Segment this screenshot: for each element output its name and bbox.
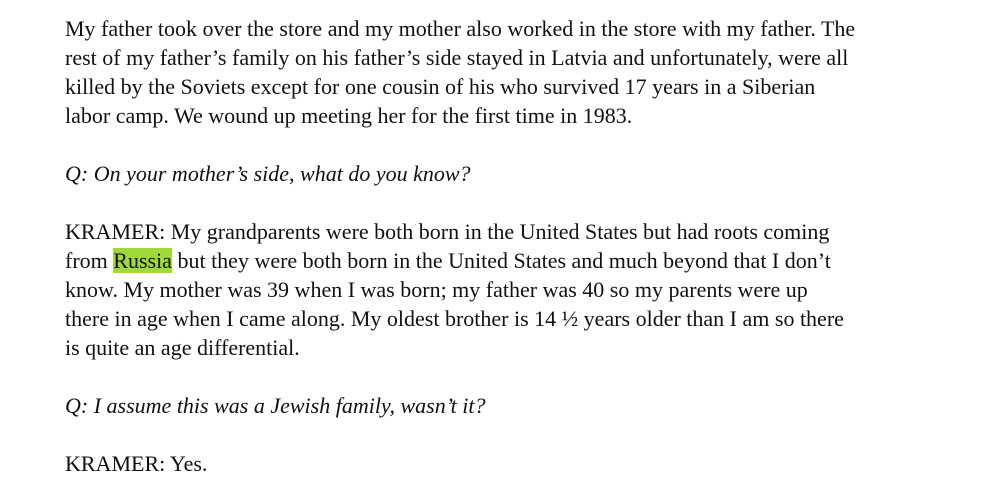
question-jewish-family (65, 391, 960, 420)
text-line (65, 246, 960, 275)
text-segment: from (65, 248, 114, 273)
answer-yes (65, 449, 960, 478)
text-line: My father took over the store and my mother also worked in the store with my father. The (65, 16, 856, 41)
answer-grandparents (65, 217, 960, 362)
text-line: know. My mother was 39 when I was born; my father was 40 so my parents were up (65, 277, 808, 302)
answer-text: KRAMER: Yes. (65, 451, 208, 476)
question-text: Q: I assume this was a Jewish family, wasn’t it? (65, 393, 486, 418)
question-text: Q: On your mother’s side, what do you know? (65, 161, 471, 186)
text-line: killed by the Soviets except for one cousin of his who survived 17 years in a Siberian (65, 74, 816, 99)
text-line: KRAMER: My grandparents were both born in the United States but had roots coming (65, 219, 830, 244)
highlighted-word-russia[interactable]: Russia (113, 248, 172, 273)
text-line: there in age when I came along. My oldest brother is 14 ½ years older than I am so there (65, 306, 844, 331)
text-line: is quite an age differential. (65, 335, 300, 360)
question-mothers-side (65, 159, 960, 188)
text-segment: but they were both born in the United States and much beyond that I don’t (171, 248, 831, 273)
text-line: rest of my father’s family on his father’s side stayed in Latvia and unfortunately, were all (65, 45, 849, 70)
text-line: labor camp. We wound up meeting her for the first time in 1983. (65, 103, 633, 128)
paragraph-father-store (65, 14, 960, 130)
